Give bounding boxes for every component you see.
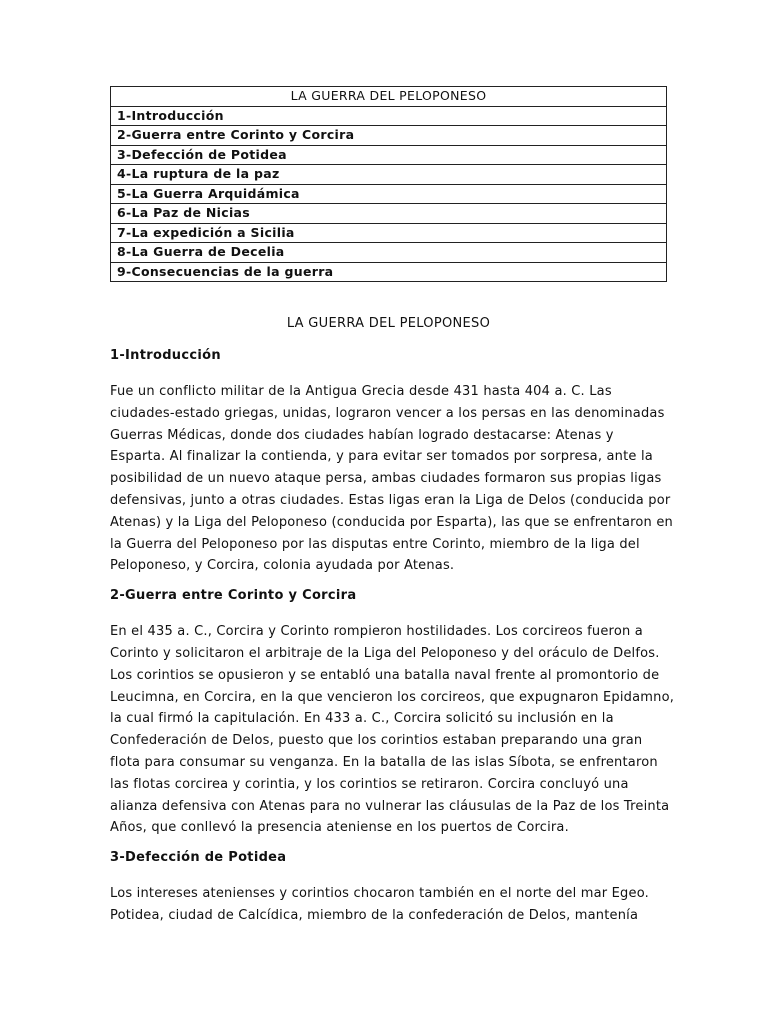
paragraph-line: Leucimna, en Corcira, en la que vencieron los corcireos, que expugnaron Epidamno, [110,689,675,705]
section-heading: 1-Introducción [110,348,221,363]
paragraph-line: alianza defensiva con Atenas para no vulnerar las cláusulas de la Paz de los Treinta [110,798,670,814]
paragraph-line: En el 435 a. C., Corcira y Corinto rompieron hostilidades. Los corcireos fueron a [110,624,643,640]
paragraph-line: Años, que conllevó la presencia ateniense en los puertos de Corcira. [110,820,569,836]
toc-item: 8-La Guerra de Decelia [111,243,667,263]
paragraph-line: Los corintios se opusieron y se entabló una batalla naval frente al promontorio de [110,667,660,683]
paragraph-line: Atenas) y la Liga del Peloponeso (conducida por Esparta), las que se enfrentaron en [110,514,673,530]
paragraph-line: flota para consumar su venganza. En la batalla de las islas Síbota, se enfrentaron [110,754,658,770]
table-of-contents [110,86,667,282]
toc-item: 9-Consecuencias de la guerra [111,262,667,282]
toc-item: 5-La Guerra Arquidámica [111,184,667,204]
section-heading: 3-Defección de Potidea [110,850,287,866]
paragraph-line: Fue un conflicto militar de la Antigua Grecia desde 431 hasta 404 a. C. Las [110,384,612,399]
paragraph-line: Esparta. Al finalizar la contienda, y para evitar ser tomados por sorpresa, ante la [110,449,653,465]
paragraph-line: Guerras Médicas, donde dos ciudades habían logrado destacarse: Atenas y [110,427,614,443]
toc-header: LA GUERRA DEL PELOPONESO [111,87,667,107]
paragraph-line: Confederación de Delos, puesto que los corintios estaban preparando una gran [110,733,643,749]
paragraph-line: defensivas, junto a otras ciudades. Estas ligas eran la Liga de Delos (conducida por [110,492,671,508]
toc-item: 7-La expedición a Sicilia [111,223,667,243]
section-paragraph [110,621,675,839]
toc-item: 6-La Paz de Nicias [111,204,667,224]
document-title: LA GUERRA DEL PELOPONESO [286,316,491,331]
paragraph-line: la Guerra del Peloponeso por las disputas entre Corinto, miembro de la liga del [110,536,640,552]
paragraph-line: las flotas corcirea y corintia, y los corintios se retiraron. Corcira concluyó una [110,776,629,792]
paragraph-line: la cual firmó la capitulación. En 433 a. C., Corcira solicitó su inclusión en la [110,711,614,727]
toc-item: 1-Introducción [111,106,667,126]
toc-item: 3-Defección de Potidea [111,145,667,165]
paragraph-line: Peloponeso, y Corcira, colonia ayudada por Atenas. [110,558,455,574]
document-body [110,347,675,937]
toc-item: 4-La ruptura de la paz [111,165,667,185]
section-heading: 2-Guerra entre Corinto y Corcira [110,588,357,604]
paragraph-line: Los intereses atenienses y corintios chocaron también en el norte del mar Egeo. [110,886,649,902]
section-paragraph [110,381,673,577]
paragraph-line: Corinto y solicitaron el arbitraje de la Liga del Peloponeso y del oráculo de Delfos. [110,645,660,661]
paragraph-line: ciudades-estado griegas, unidas, lograron vencer a los persas en las denominadas [110,405,665,421]
paragraph-line: Potidea, ciudad de Calcídica, miembro de la confederación de Delos, mantenía [110,907,639,923]
toc-item: 2-Guerra entre Corinto y Corcira [111,126,667,146]
paragraph-line: posibilidad de un nuevo ataque persa, ambas ciudades formaron sus propias ligas [110,471,662,487]
section-paragraph [110,883,670,927]
